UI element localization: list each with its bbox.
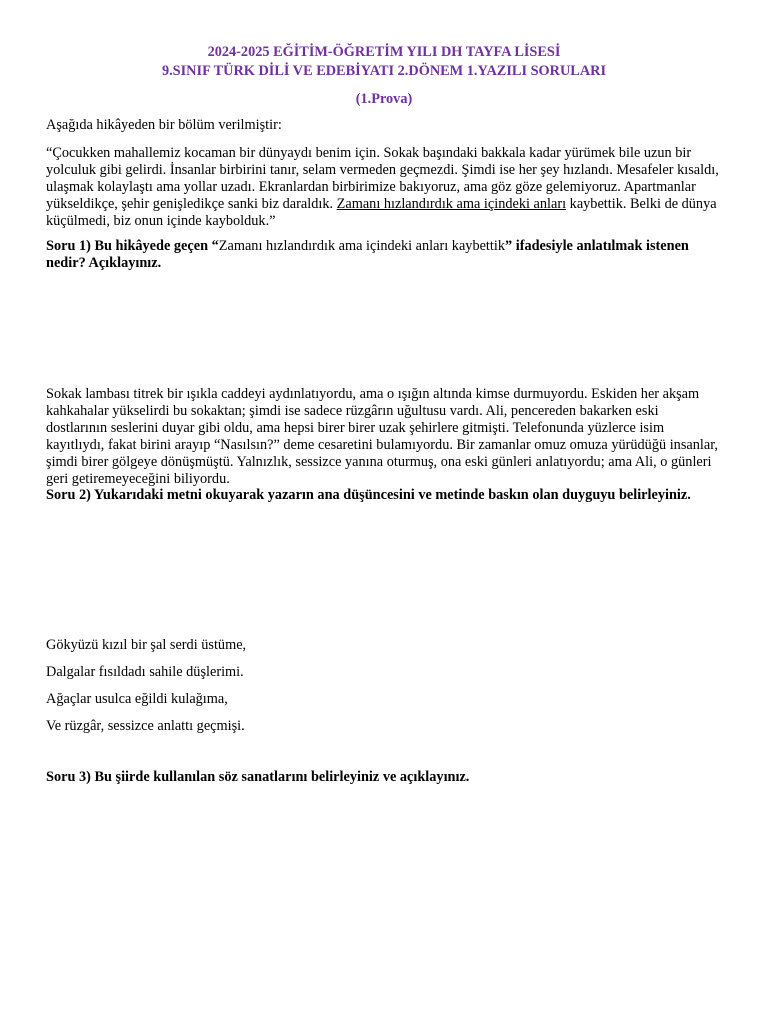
story-excerpt-2: Sokak lambası titrek bir ışıkla caddeyi aydınlatıyordu, ama o ışığın altında kimse durmuyordu. Eskiden her akşam kahkahalar yükselirdi bu sokaktan; şimdi ise sadece rüzgârın uğultusu vardı. Ali, pencereden bakarken eski dostlarının seslerini duyar gibi oldu, ama hepsi birer birer uzak şehirlere gitmişti. Telefonunda yüzlerce isim kayıtlıydı, fakat birini arayıp “Nasılsın?” deme cesaretini bulamıyordu. Bir zamanlar omuz omuza yürüdüğü insanlar, şimdi birer gölgeye dönüşmüştü. Yalnızlık, sessizce yanına oturmuş, ona eski günleri anlatıyordu; ama Ali, o günleri geri getiremeyeceğini biliyordu. bbox=[46, 386, 718, 487]
question-1-prefix: Soru 1) Bu hikâyede geçen “ bbox=[46, 238, 219, 254]
question-1-suffix: ” ifadesiyle anlatılmak istenen nedir? Açıklayınız. bbox=[46, 238, 689, 271]
question-2: Soru 2) Yukarıdaki metni okuyarak yazarın ana düşüncesini ve metinde baskın olan duyguyu belirleyiniz. bbox=[46, 487, 691, 503]
exam-title: 9.SINIF TÜRK DİLİ VE EDEBİYATI 2.DÖNEM 1.YAZILI SORULARI bbox=[161, 63, 607, 79]
intro-text: Aşağıda hikâyeden bir bölüm verilmiştir: bbox=[46, 117, 282, 133]
story-excerpt-1 bbox=[46, 145, 722, 230]
poem-line: Ağaçlar usulca eğildi kulağıma, bbox=[46, 691, 228, 707]
poem-line: Dalgalar fısıldadı sahile düşlerimi. bbox=[46, 664, 244, 680]
story1-text-end: kaybettik. Belki de dünya küçülmedi, biz onun içinde kaybolduk.” bbox=[46, 195, 717, 229]
question-1 bbox=[46, 238, 722, 272]
school-header: 2024-2025 EĞİTİM-ÖĞRETİM YILI DH TAYFA LİSESİ bbox=[207, 44, 561, 60]
exam-subtitle: (1.Prova) bbox=[355, 91, 413, 107]
poem-line: Gökyüzü kızıl bir şal serdi üstüme, bbox=[46, 637, 247, 653]
story1-text: “Çocukken mahallemiz kocaman bir dünyaydı benim için. Sokak başındaki bakkala kadar yürümek bile uzun bir yolculuk gibi gelirdi. İnsanlar birbirini tanır, selam vermeden geçmezdi. Şimdi ise her şey hızlandı. Mesafeler kısaldı, ulaşmak kolaylaştı ama yollar uzadı. Ekranlardan birbirimize bakıyoruz, ama göz göze gelemiyoruz. Apartmanlar yükseldikçe, şehir genişledikçe sanki biz daraldık. bbox=[46, 145, 719, 212]
question-3: Soru 3) Bu şiirde kullanılan söz sanatlarını belirleyiniz ve açıklayınız. bbox=[46, 769, 470, 785]
poem-line: Ve rüzgâr, sessizce anlattı geçmişi. bbox=[46, 718, 245, 734]
question-1-quote: Zamanı hızlandırdık ama içindeki anları kaybettik bbox=[218, 238, 505, 254]
story1-underlined-phrase: Zamanı hızlandırdık ama içindeki anları bbox=[336, 195, 567, 212]
